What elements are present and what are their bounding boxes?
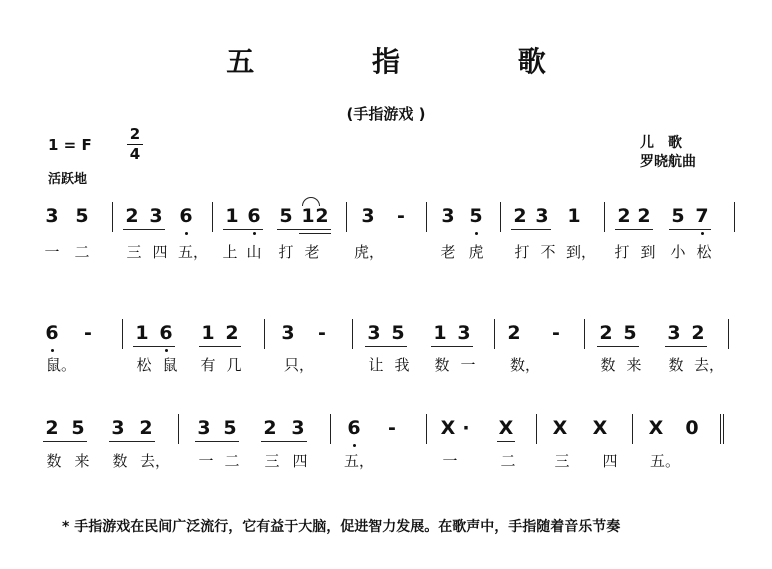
lyric-syllable: 一 — [198, 452, 214, 470]
lyric-syllable: 数 — [668, 356, 684, 374]
eighth-beam — [365, 346, 407, 347]
lyric-syllable: 上 — [222, 243, 238, 261]
dash: - — [397, 205, 405, 227]
clap-x: X — [592, 417, 608, 439]
note: 3 — [149, 205, 163, 227]
lower-octave-dot — [701, 232, 704, 235]
footnote-text: * 手指游戏在民间广泛流行，它有益于大脑，促进智力发展。在歌声中，手指随着音乐节奏 — [62, 519, 621, 535]
lower-octave-dot — [253, 232, 256, 235]
sixteenth-beam — [299, 233, 331, 234]
lyric-syllable: 五， — [178, 243, 209, 261]
lyric-syllable: 鼠。 — [46, 356, 77, 374]
time-denominator: 4 — [129, 145, 141, 163]
note: 2 — [45, 417, 59, 439]
note: 6 — [179, 205, 193, 227]
lyric-syllable: 一 — [44, 243, 60, 261]
note: 5 — [71, 417, 85, 439]
note: 5 — [223, 417, 237, 439]
dash: - — [552, 322, 560, 344]
clap-x: X — [498, 417, 514, 439]
lower-octave-dot — [165, 349, 168, 352]
lyric-syllable: 几 — [226, 356, 242, 374]
note: 3 — [667, 322, 681, 344]
eighth-beam — [223, 229, 263, 230]
note: 2 — [139, 417, 153, 439]
tie-arc — [302, 197, 320, 206]
lower-octave-dot — [475, 232, 478, 235]
bar-line — [330, 414, 331, 444]
time-signature — [124, 126, 146, 163]
eighth-beam — [199, 346, 241, 347]
eighth-beam — [665, 346, 707, 347]
bar-line — [500, 202, 501, 232]
bar-line — [604, 202, 605, 232]
dot-mark: · — [462, 417, 470, 439]
lyric-syllable: 只， — [284, 356, 315, 374]
tempo-marking: 活跃地 — [48, 172, 88, 187]
eighth-beam — [43, 441, 87, 442]
bar-line — [122, 319, 123, 349]
note: 2 — [513, 205, 527, 227]
lyric-syllable: 四 — [152, 243, 168, 261]
final-bar-line — [720, 414, 726, 444]
lyric-syllable: 鼠 — [162, 356, 178, 374]
note: 2 — [507, 322, 521, 344]
key-signature: 1 = F — [48, 136, 92, 154]
bar-line — [536, 414, 537, 444]
bar-line — [584, 319, 585, 349]
dash: - — [318, 322, 326, 344]
note: 5 — [671, 205, 685, 227]
lyric-syllable: 五， — [344, 452, 375, 470]
lyric-syllable: 去， — [140, 452, 171, 470]
dash: - — [84, 322, 92, 344]
lyric-syllable: 数 — [600, 356, 616, 374]
eighth-beam — [195, 441, 239, 442]
note: 6 — [159, 322, 173, 344]
lyric-syllable: 老 — [304, 243, 320, 261]
lyric-syllable: 到 — [640, 243, 656, 261]
lyric-syllable: 老 — [440, 243, 456, 261]
note: 1 — [433, 322, 447, 344]
bar-line — [178, 414, 179, 444]
note: 2 — [691, 322, 705, 344]
bar-line — [352, 319, 353, 349]
lyric-syllable: 山 — [246, 243, 262, 261]
bar-line — [112, 202, 113, 232]
lyric-syllable: 数 — [434, 356, 450, 374]
bar-line — [728, 319, 729, 349]
lyric-syllable: 打 — [278, 243, 294, 261]
lyricist-credit: 儿 歌 — [640, 135, 682, 151]
note: 2 — [263, 417, 277, 439]
lyric-syllable: 虎 — [468, 243, 484, 261]
note: 3 — [291, 417, 305, 439]
lyric-syllable: 二 — [500, 452, 516, 470]
lyric-syllable: 数 — [112, 452, 128, 470]
bar-line — [426, 414, 427, 444]
clap-x: X — [648, 417, 664, 439]
note: 5 — [623, 322, 637, 344]
lyric-syllable: 去， — [694, 356, 725, 374]
clap-x: X — [440, 417, 456, 439]
note: 5 — [279, 205, 293, 227]
lyric-syllable: 打 — [514, 243, 530, 261]
note: 6 — [347, 417, 361, 439]
lyric-syllable: 松 — [696, 243, 712, 261]
note: 2 — [617, 205, 631, 227]
lyric-syllable: 来 — [74, 452, 90, 470]
lyric-syllable: 数 — [46, 452, 62, 470]
lyric-syllable: 来 — [626, 356, 642, 374]
lower-octave-dot — [185, 232, 188, 235]
note: 1 — [567, 205, 581, 227]
lyric-syllable: 到， — [566, 243, 597, 261]
lyric-syllable: 二 — [74, 243, 90, 261]
lyric-syllable: 四 — [602, 452, 618, 470]
eighth-beam — [277, 229, 331, 230]
eighth-beam — [511, 229, 551, 230]
bar-line — [346, 202, 347, 232]
bar-line — [426, 202, 427, 232]
note: 3 — [367, 322, 381, 344]
eighth-beam — [133, 346, 175, 347]
time-numerator: 2 — [129, 125, 141, 143]
song-subtitle: (手指游戏 ) — [346, 105, 426, 123]
note: 3 — [441, 205, 455, 227]
bar-line — [632, 414, 633, 444]
lyric-syllable: 三 — [264, 452, 280, 470]
lyric-syllable: 数， — [510, 356, 541, 374]
lyric-syllable: 二 — [224, 452, 240, 470]
eighth-beam — [597, 346, 639, 347]
clap-x: X — [552, 417, 568, 439]
note: 3 — [45, 205, 59, 227]
note: 2 — [637, 205, 651, 227]
note: 1 — [301, 205, 315, 227]
lyric-syllable: 四 — [292, 452, 308, 470]
note: 1 — [225, 205, 239, 227]
note: 7 — [695, 205, 709, 227]
lyric-syllable: 打 — [614, 243, 630, 261]
lyric-syllable: 五。 — [650, 452, 681, 470]
note: 2 — [125, 205, 139, 227]
lyric-syllable: 虎， — [354, 243, 385, 261]
song-title: 五 指 歌 — [226, 45, 600, 78]
note: 5 — [391, 322, 405, 344]
eighth-beam — [669, 229, 711, 230]
bar-line — [494, 319, 495, 349]
bar-line — [264, 319, 265, 349]
lyric-syllable: 让 — [368, 356, 384, 374]
bar-line — [212, 202, 213, 232]
note: 5 — [469, 205, 483, 227]
lower-octave-dot — [353, 444, 356, 447]
note: 3 — [111, 417, 125, 439]
bar-line — [734, 202, 735, 232]
lyric-syllable: 松 — [136, 356, 152, 374]
note: 3 — [457, 322, 471, 344]
lyric-syllable: 三 — [126, 243, 142, 261]
dash: - — [388, 417, 396, 439]
note: 1 — [135, 322, 149, 344]
note: 6 — [247, 205, 261, 227]
lyric-syllable: 一 — [460, 356, 476, 374]
note: 6 — [45, 322, 59, 344]
eighth-beam — [497, 441, 515, 442]
note: 2 — [225, 322, 239, 344]
note: 2 — [599, 322, 613, 344]
eighth-beam — [431, 346, 473, 347]
eighth-beam — [123, 229, 165, 230]
note: 1 — [201, 322, 215, 344]
eighth-beam — [261, 441, 307, 442]
note: 3 — [197, 417, 211, 439]
lyric-syllable: 小 — [670, 243, 686, 261]
eighth-beam — [615, 229, 653, 230]
lyric-syllable: 有 — [200, 356, 216, 374]
lower-octave-dot — [51, 349, 54, 352]
composer-credit: 罗晓航曲 — [640, 154, 696, 170]
note: 3 — [361, 205, 375, 227]
note: 5 — [75, 205, 89, 227]
rest-zero: 0 — [685, 417, 699, 439]
lyric-syllable: 不 — [540, 243, 556, 261]
note: 3 — [535, 205, 549, 227]
lyric-syllable: 三 — [554, 452, 570, 470]
note: 2 — [315, 205, 329, 227]
lyric-syllable: 一 — [442, 452, 458, 470]
eighth-beam — [109, 441, 155, 442]
note: 3 — [281, 322, 295, 344]
lyric-syllable: 我 — [394, 356, 410, 374]
